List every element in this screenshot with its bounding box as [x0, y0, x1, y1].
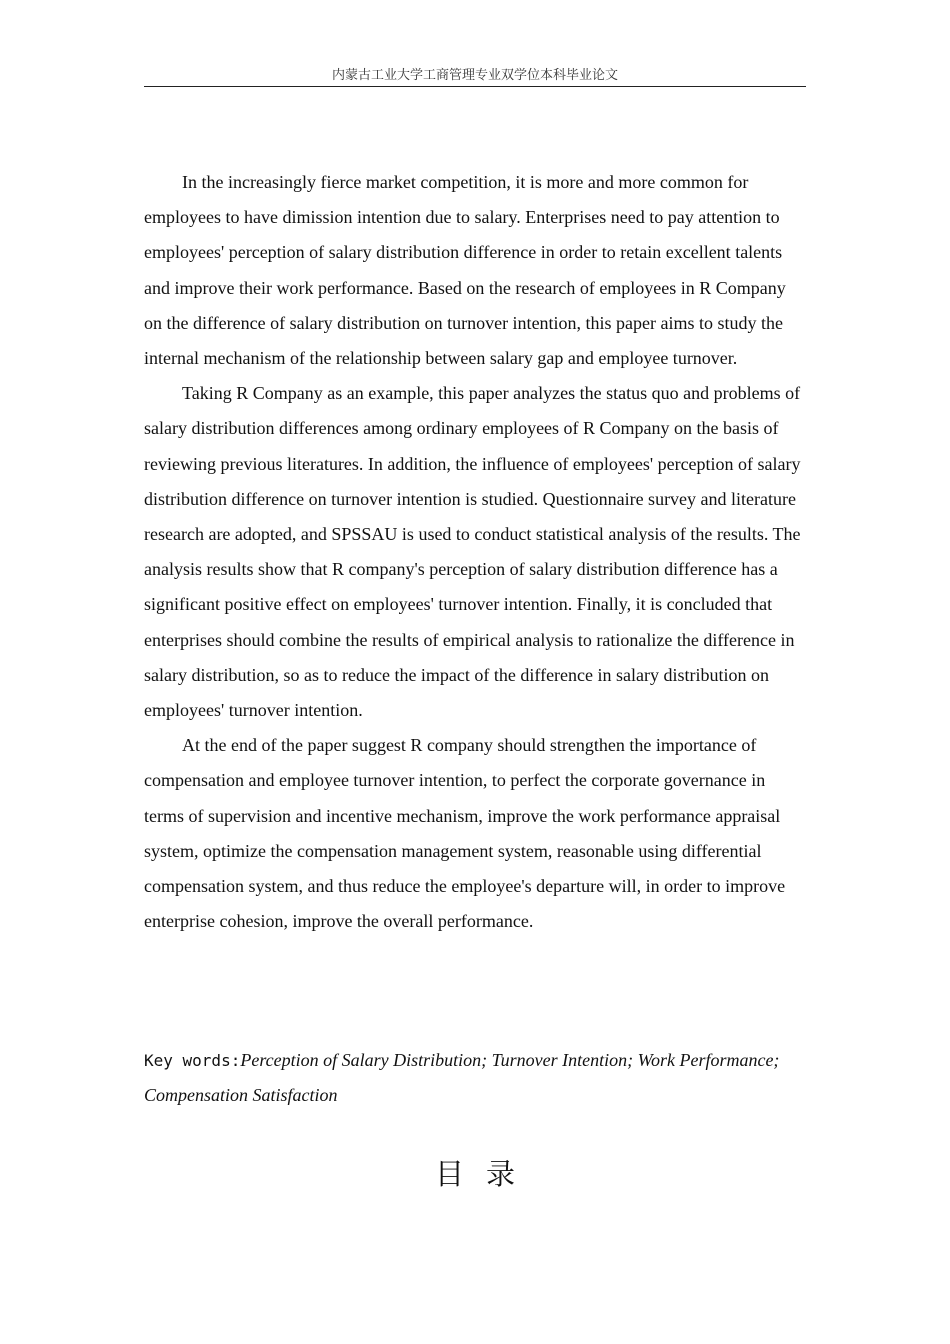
abstract-body: [144, 165, 806, 939]
header-title: 内蒙古工业大学工商管理专业双学位本科毕业论文: [331, 68, 618, 83]
abstract-paragraph-1: In the increasingly fierce market competition, it is more and more common for employees to have dimission intention due to salary. Enterprises need to pay attention to employees' perception of salary distribution difference in order to retain excellent talents and improve their work performance. Based on the research of employees in R Company on the difference of salary distribution on turnover intention, this paper aims to study the internal mechanism of the relationship between salary gap and employee turnover.: [144, 172, 786, 369]
abstract-paragraph-3: At the end of the paper suggest R company should strengthen the importance of compensation and employee turnover intention, to perfect the corporate governance in terms of supervision and incentive mechanism, improve the work performance appraisal system, optimize the compensation management system, reasonable using differential compensation system, and thus reduce the employee's departure will, in order to improve enterprise cohesion, improve the overall performance.: [144, 735, 786, 932]
keywords-value: Perception of Salary Distribution; Turnover Intention; Work Performance; Compensation Satisfaction: [144, 1050, 780, 1105]
keywords-section: [144, 1043, 806, 1113]
toc-heading: 目录: [434, 1157, 537, 1191]
page-header: [144, 67, 806, 87]
abstract-paragraph-2: Taking R Company as an example, this paper analyzes the status quo and problems of salary distribution differences among ordinary employees of R Company on the basis of reviewing previous literatures. In addition, the influence of employees' perception of salary distribution difference on turnover intention is studied. Questionnaire survey and literature research are adopted, and SPSSAU is used to conduct statistical analysis of the results. The analysis results show that R company's perception of salary distribution difference has a significant positive effect on employees' turnover intention. Finally, it is concluded that enterprises should combine the results of empirical analysis to rationalize the difference in salary distribution, so as to reduce the impact of the difference in salary distribution on employees' turnover intention.: [144, 383, 801, 721]
keywords-label: Key words:: [144, 1051, 241, 1070]
